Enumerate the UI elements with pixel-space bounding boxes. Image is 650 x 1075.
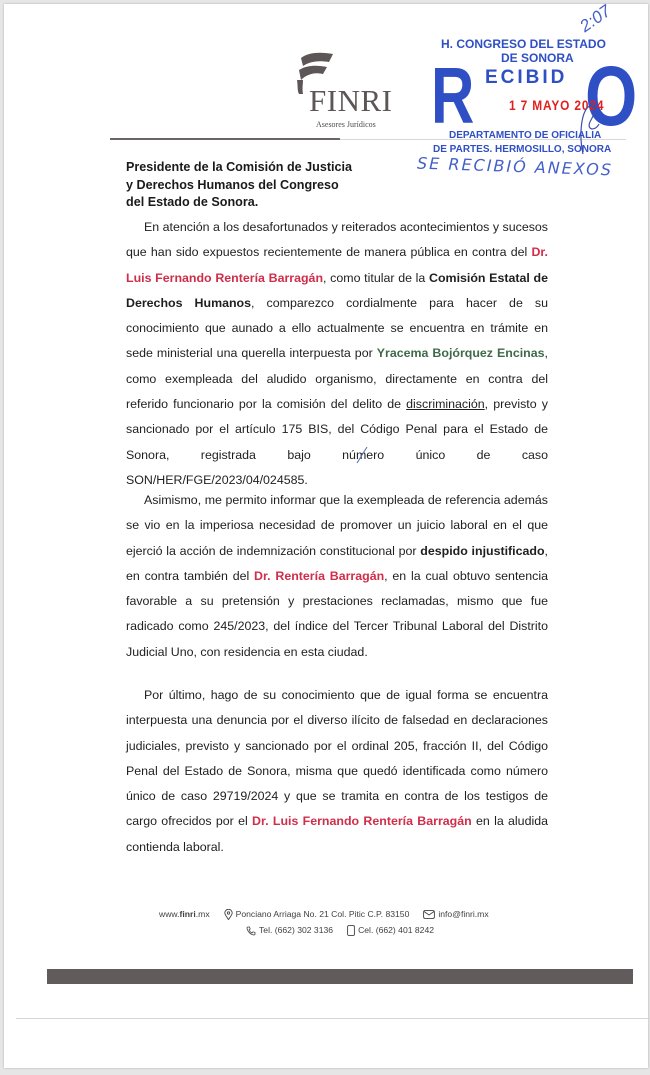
- stamp-department-line1: DEPARTAMENTO DE OFICIALIA: [449, 130, 602, 141]
- brand-tagline: Asesores Jurídicos: [316, 120, 376, 129]
- p2-official-name: Dr. Rentería Barragán: [254, 568, 385, 583]
- handwritten-annexes-note: SE RECIBIÓ ANEXOS: [416, 153, 614, 180]
- p1-text-4: , como exempleada del aludido organismo, directamente en contra del referido funcionario por la comisión del delito de: [126, 346, 548, 412]
- stamp-date: 1 7 MAYO 2024: [509, 97, 605, 113]
- stamp-institution-line1: H. CONGRESO DEL ESTADO: [441, 37, 606, 51]
- stamp-big-r: R: [431, 51, 475, 140]
- footer-cell: Cel. (662) 401 8242: [358, 925, 435, 935]
- footer-email[interactable]: info@finri.mx: [438, 909, 489, 919]
- footer-contact-line2: [246, 925, 434, 936]
- stamp-department-line2: DE PARTES. HERMOSILLO, SONORA: [433, 144, 612, 155]
- p2-dismissal: despido injustificado: [420, 543, 545, 558]
- footer-contact-line1: [159, 909, 489, 920]
- footer-bar: [47, 969, 633, 984]
- p1-complainant-name: Yracema Bojórquez Encinas: [376, 346, 545, 361]
- p1-official-name: Dr. Luis Fernando Rentería Barragán: [126, 245, 548, 285]
- footer-website[interactable]: [159, 909, 210, 920]
- phone-icon: [246, 926, 256, 936]
- p2-text-1: Asimismo, me permito informar que la exempleada de referencia además se vio en la imperiosa necesidad de promover un juicio laboral en el que ejerció la acción de indemnización constitucional por: [126, 493, 548, 558]
- p1-text-3: , comparezco cordialmente para hacer de su conocimiento que aunado a ello actualmente se encuentra en trámite en sede ministerial una querella interpuesta por: [126, 295, 549, 361]
- paragraph-2: [126, 488, 548, 665]
- recipient-block: [126, 159, 352, 212]
- p1-crime: discriminación: [406, 397, 485, 412]
- paragraph-1: [126, 215, 548, 493]
- brand-name: FINRI: [309, 83, 393, 118]
- stamp-received-word: ECIBID: [485, 67, 568, 88]
- recipient-line1: Presidente de la Comisión de Justicia: [126, 160, 353, 174]
- mobile-phone-icon: [347, 925, 355, 936]
- website-tld: .mx: [195, 909, 210, 919]
- p3-text-2: en la aludida contienda laboral.: [126, 814, 549, 854]
- p1-text-1: En atención a los desafortunados y reiterados acontecimientos y sucesos que han sido expuestos recientemente de manera pública en contra del: [126, 220, 548, 260]
- stamp-institution-line2: DE SONORA: [501, 51, 574, 65]
- header-rule: [110, 138, 340, 140]
- reception-stamp: [416, 1, 650, 184]
- email-envelope-icon: [423, 910, 435, 919]
- p2-text-2: , en contra también del: [126, 543, 548, 583]
- p1-text-2: , como titular de la: [323, 270, 430, 285]
- p2-text-3: , en la cual obtuvo sentencia favorable a su pretensión y prestaciones reclamadas, mismo que fue radicado como 245/2023, del índice del Tercer Tribunal Laboral del Distrito Judicial Uno, con residencia en esta ciudad.: [126, 568, 549, 659]
- footer-phone: Tel. (662) 302 3136: [259, 925, 334, 935]
- location-pin-icon: [224, 909, 233, 920]
- paragraph-3: [126, 683, 548, 860]
- finri-logo: [295, 50, 395, 130]
- recipient-line2: y Derechos Humanos del Congreso: [126, 177, 339, 192]
- page-bottom-rule: [16, 1018, 650, 1019]
- p1-text-5: , previsto y sancionado por el artículo 175 BIS, del Código Penal para el Estado de Sonora, registrada bajo número único de caso SON/HER/FGE/2023/04/024585.: [126, 397, 548, 487]
- handwritten-time: 2:07: [576, 1, 615, 36]
- document-page: [4, 1, 648, 1068]
- p3-official-name: Dr. Luis Fernando Rentería Barragán: [252, 814, 472, 829]
- footer-address: Ponciano Arriaga No. 21 Col. Pitic C.P. 83150: [235, 909, 410, 919]
- recipient-line3: del Estado de Sonora.: [126, 195, 259, 209]
- stamp-big-o: O: [585, 49, 638, 143]
- website-prefix: www.: [159, 909, 180, 919]
- p1-commission-name: Comisión Estatal de Derechos Humanos: [126, 270, 548, 310]
- website-domain: finri: [179, 909, 196, 919]
- pen-tick-mark-icon: [356, 446, 368, 464]
- p3-text-1: Por último, hago de su conocimiento que de igual forma se encuentra interpuesta una denuncia por el diverso ilícito de falsedad en declaraciones judiciales, previsto y sancionado por el ordinal 205, fracción II, del Código Penal del Estado de Sonora, misma que quedó identificada como número único de caso 29719/2024 y que se tramita en contra de los testigos de cargo ofrecidos por el: [126, 688, 548, 829]
